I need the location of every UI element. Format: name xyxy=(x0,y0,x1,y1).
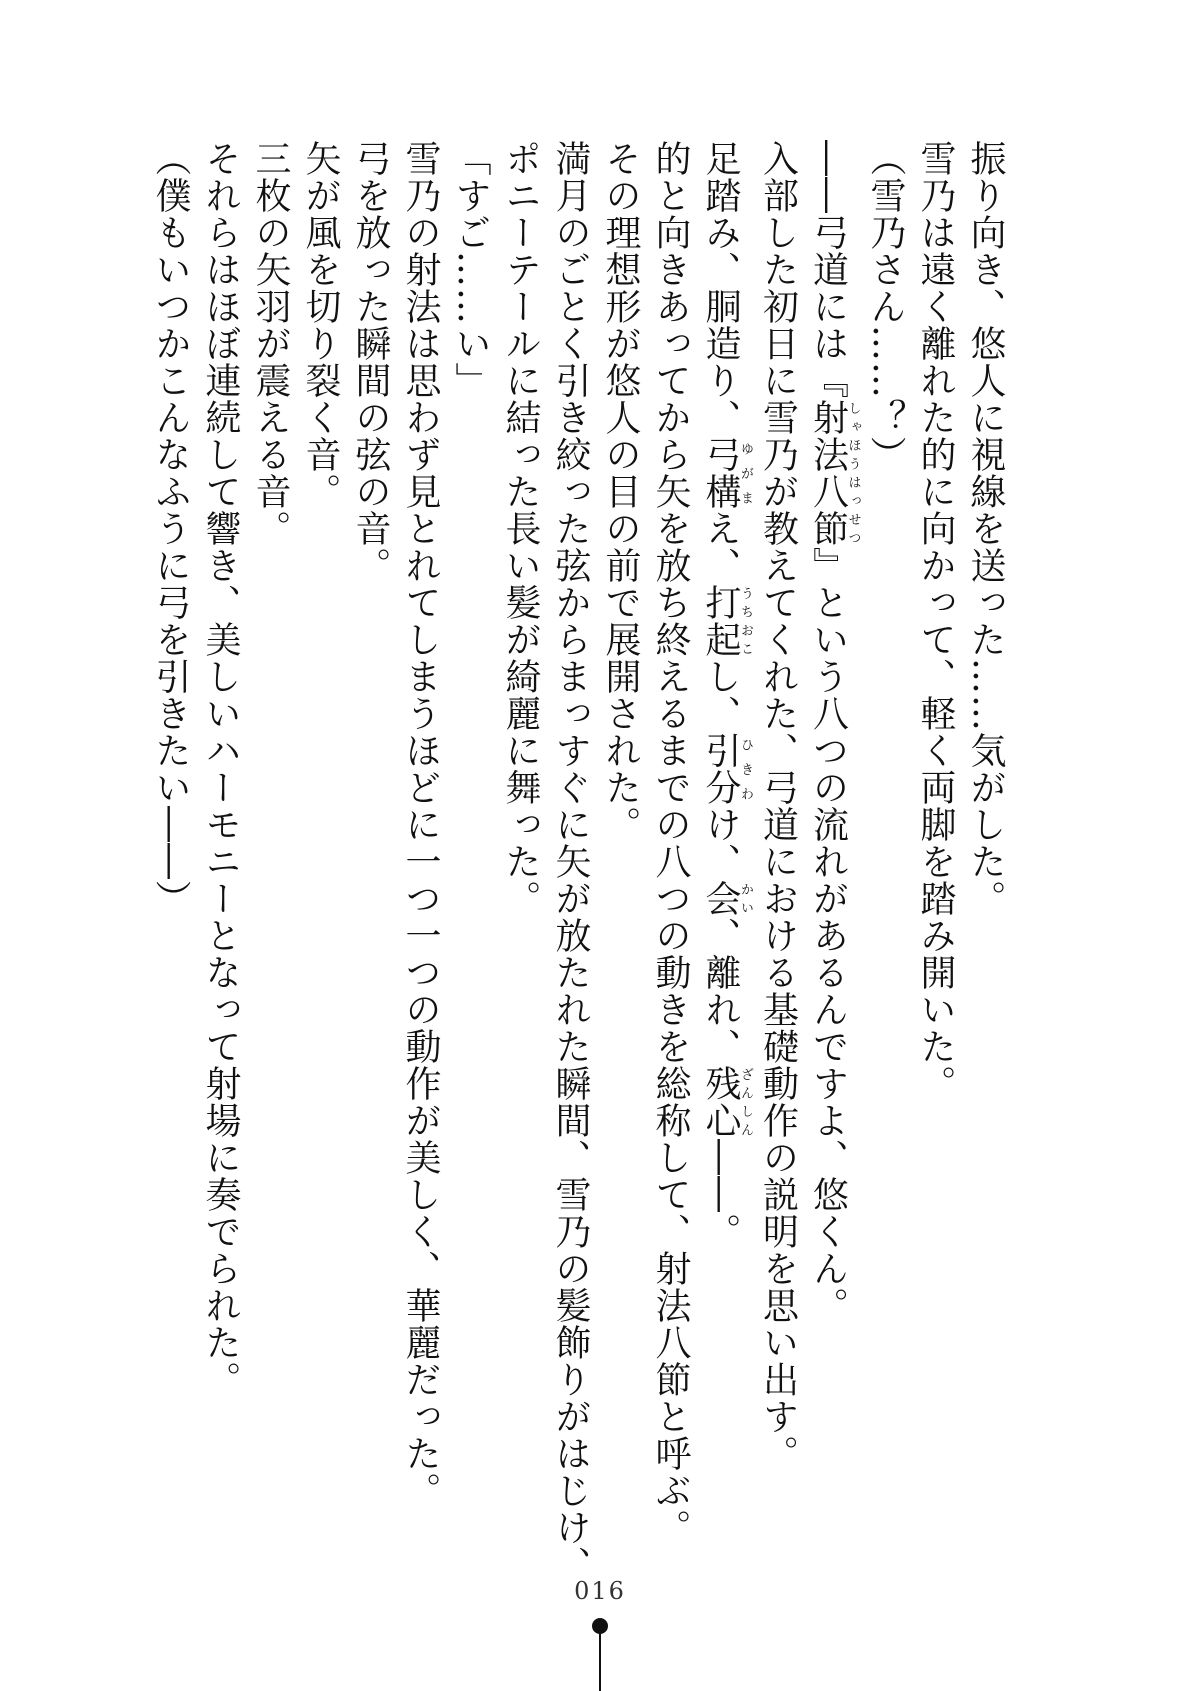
text-line-4: ――弓道には『射法八節しゃほうはっせつ』という八つの流れがあるんですよ、悠くん。 xyxy=(807,140,861,1324)
text-line-14: 矢が風を切り裂く音。 xyxy=(300,140,341,510)
page-number: 016 xyxy=(574,1577,626,1605)
ruby-shahou-hassetsu: 射法八節しゃほうはっせつ xyxy=(807,399,861,547)
text-line-10: ポニーテールに結った長い髪が綺麗に舞った。 xyxy=(500,140,541,917)
text-line-9: 満月のごとく引き絞った弦からまっすぐに矢が放たれた瞬間、雪乃の髪飾りがはじけ、 xyxy=(550,140,591,1583)
text-line-2: 雪乃は遠く離れた的に向かって、軽く両脚を踏み開いた。 xyxy=(915,140,956,1102)
ruby-uchiokoshi: 打起うちおこ xyxy=(700,584,753,658)
text-line-7: 的と向きあってから矢を放ち終えるまでの八つの動きを総称して、射法八節と呼ぶ。 xyxy=(650,140,691,1546)
ruby-zanshin: 残心ざんしん xyxy=(700,1065,753,1139)
text-line-11: 「すご……い」 xyxy=(450,140,491,399)
text-line-15: 三枚の矢羽が震える音。 xyxy=(250,140,291,547)
text-line-5: 入部した初日に雪乃が教えてくれた、弓道における基礎動作の説明を思い出す。 xyxy=(757,140,799,1472)
text-line-13: 弓を放った瞬間の弦の音。 xyxy=(350,140,391,584)
text-line-8: その理想形が悠人の目の前で展開された。 xyxy=(600,140,641,843)
marker-line xyxy=(599,1632,601,1691)
text-line-17: （僕もいつかこんなふうに弓を引きたい――） xyxy=(150,140,191,917)
ruby-hikiwake: 引分ひきわ xyxy=(700,732,753,806)
ruby-kai: 会かい xyxy=(700,880,753,917)
text-line-1: 振り向き、悠人に視線を送った……気がした。 xyxy=(965,140,1006,917)
page-marker xyxy=(592,1618,608,1691)
text-line-12: 雪乃の射法は思わず見とれてしまうほどに一つ一つの動作が美しく、華麗だった。 xyxy=(400,140,441,1509)
vertical-text-body xyxy=(145,140,1010,1583)
ruby-yugamae: 弓構ゆがま xyxy=(700,436,753,510)
text-line-3: （雪乃さん……？） xyxy=(865,140,906,473)
text-line-6: 足踏み、胴造り、弓構ゆがまえ、打起うちおこし、引分ひきわけ、会かい、離れ、残心ざんしん――。 xyxy=(700,140,753,1250)
text-line-16: それらはほぼ連続して響き、美しいハーモニーとなって射場に奏でられた。 xyxy=(200,140,241,1398)
